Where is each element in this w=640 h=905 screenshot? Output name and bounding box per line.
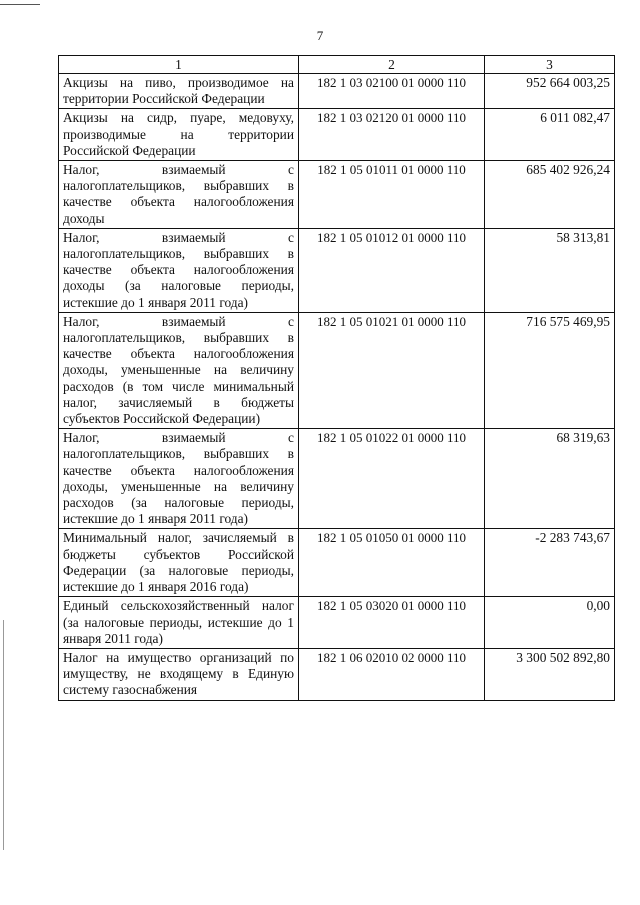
table-row: [59, 228, 615, 312]
budget-code: 182 1 05 01012 01 0000 110: [299, 228, 485, 312]
budget-code: 182 1 03 02100 01 0000 110: [299, 74, 485, 109]
table-row: [59, 161, 615, 229]
revenue-name: Единый сельскохозяйственный налог (за налоговые периоды, истекшие до 1 января 2011 года): [59, 597, 299, 649]
table-row: [59, 429, 615, 529]
budget-code: 182 1 05 01050 01 0000 110: [299, 529, 485, 597]
budget-code: 182 1 06 02010 02 0000 110: [299, 648, 485, 700]
amount: 716 575 469,95: [485, 312, 615, 428]
revenue-name: Налог, взимаемый с налогоплательщиков, выбравших в качестве объекта налогообложения доходы, уменьшенные на величину расходов (за налоговые периоды, истекшие до 1 января 2011 года): [59, 429, 299, 529]
table-row: [59, 529, 615, 597]
table-row: [59, 597, 615, 649]
revenue-name: Налог, взимаемый с налогоплательщиков, выбравших в качестве объекта налогообложения доходы, уменьшенные на величину расходов (в том числе минимальный налог, зачисляемый в бюджеты субъектов Российской Федерации): [59, 312, 299, 428]
budget-code: 182 1 03 02120 01 0000 110: [299, 109, 485, 161]
amount: 952 664 003,25: [485, 74, 615, 109]
revenue-name: Налог на имущество организаций по имуществу, не входящему в Единую систему газоснабжения: [59, 648, 299, 700]
budget-code: 182 1 05 01021 01 0000 110: [299, 312, 485, 428]
corner-mark: [0, 4, 40, 5]
amount: -2 283 743,67: [485, 529, 615, 597]
revenue-table: [58, 55, 615, 701]
revenue-name: Налог, взимаемый с налогоплательщиков, выбравших в качестве объекта налогообложения доходы (за налоговые периоды, истекшие до 1 января 2011 года): [59, 228, 299, 312]
revenue-name: Акцизы на пиво, производимое на территории Российской Федерации: [59, 74, 299, 109]
table-header-row: [59, 56, 615, 74]
revenue-name: Акцизы на сидр, пуаре, медовуху, производимые на территории Российской Федерации: [59, 109, 299, 161]
table-row: [59, 648, 615, 700]
revenue-name: Минимальный налог, зачисляемый в бюджеты субъектов Российской Федерации (за налоговые периоды, истекшие до 1 января 2016 года): [59, 529, 299, 597]
budget-code: 182 1 05 01011 01 0000 110: [299, 161, 485, 229]
amount: 58 313,81: [485, 228, 615, 312]
column-header-2: 2: [299, 56, 485, 74]
amount: 68 319,63: [485, 429, 615, 529]
column-header-1: 1: [59, 56, 299, 74]
amount: 0,00: [485, 597, 615, 649]
budget-code: 182 1 05 03020 01 0000 110: [299, 597, 485, 649]
column-header-3: 3: [485, 56, 615, 74]
table-row: [59, 74, 615, 109]
amount: 685 402 926,24: [485, 161, 615, 229]
scan-edge-line: [3, 620, 4, 850]
amount: 6 011 082,47: [485, 109, 615, 161]
amount: 3 300 502 892,80: [485, 648, 615, 700]
budget-code: 182 1 05 01022 01 0000 110: [299, 429, 485, 529]
revenue-name: Налог, взимаемый с налогоплательщиков, выбравших в качестве объекта налогообложения доходы: [59, 161, 299, 229]
table-row: [59, 312, 615, 428]
table-row: [59, 109, 615, 161]
page-number: 7: [316, 28, 324, 43]
